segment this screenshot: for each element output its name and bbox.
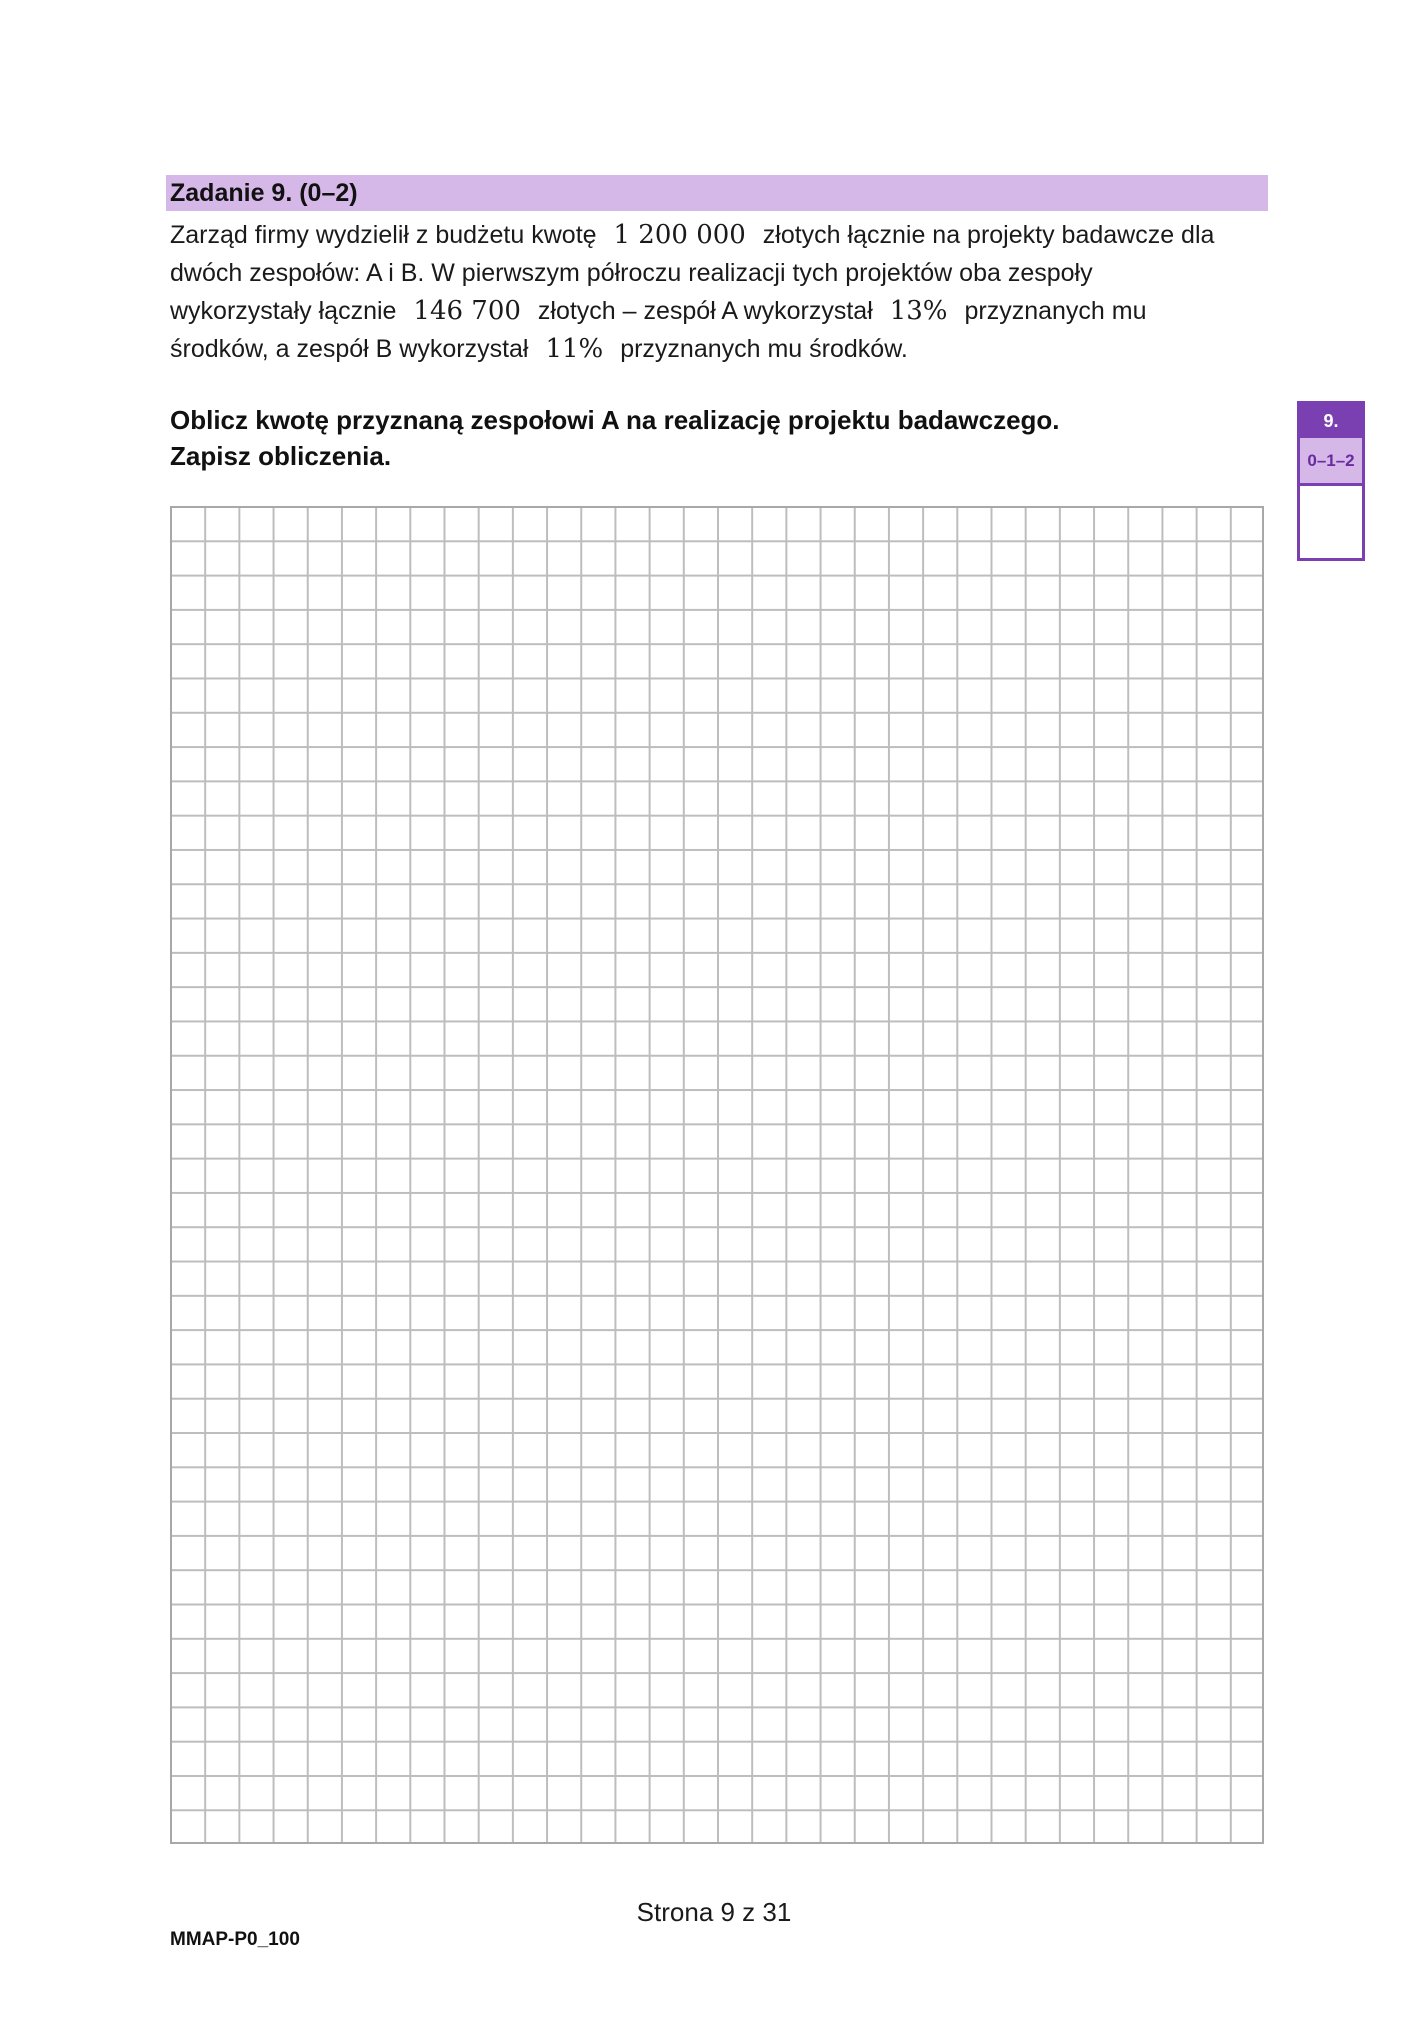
amount-used: 146 700 bbox=[413, 296, 521, 326]
document-code: MMAP-P0_100 bbox=[170, 1929, 300, 1950]
task-text: złotych – zespół A wykorzystał bbox=[537, 297, 873, 325]
task-line-4 bbox=[170, 330, 1280, 368]
task-text: środków, a zespół B wykorzystał bbox=[170, 335, 529, 363]
task-line-3 bbox=[170, 292, 1280, 330]
amount-total: 1 200 000 bbox=[613, 220, 746, 250]
task-line-2 bbox=[170, 254, 1280, 292]
task-text: wykorzystały łącznie bbox=[170, 297, 397, 325]
task-text: przyznanych mu bbox=[964, 297, 1147, 325]
task-text: Zarząd firmy wydzielił z budżetu kwotę bbox=[170, 221, 597, 249]
percent-a: 13% bbox=[889, 296, 948, 326]
page-number: Strona 9 z 31 bbox=[636, 1897, 792, 1927]
score-box bbox=[1297, 401, 1365, 561]
task-header: Zadanie 9. (0–2) bbox=[166, 175, 1268, 211]
score-task-number: 9. bbox=[1300, 404, 1362, 438]
instruction bbox=[170, 402, 1270, 474]
score-points-range: 0–1–2 bbox=[1300, 438, 1362, 486]
instruction-line-2: Zapisz obliczenia. bbox=[170, 441, 392, 471]
instruction-line-1: Oblicz kwotę przyznaną zespołowi A na realizację projektu badawczego. bbox=[170, 405, 1060, 435]
task-text: dwóch zespołów: A i B. W pierwszym półroczu realizacji tych projektów oba zespoły bbox=[170, 259, 1093, 287]
task-text: złotych łącznie na projekty badawcze dla bbox=[762, 221, 1215, 249]
percent-b: 11% bbox=[545, 334, 604, 364]
answer-grid[interactable] bbox=[170, 506, 1264, 1844]
task-text: przyznanych mu środków. bbox=[620, 335, 908, 363]
task-body bbox=[170, 216, 1280, 368]
task-line-1 bbox=[170, 216, 1280, 254]
